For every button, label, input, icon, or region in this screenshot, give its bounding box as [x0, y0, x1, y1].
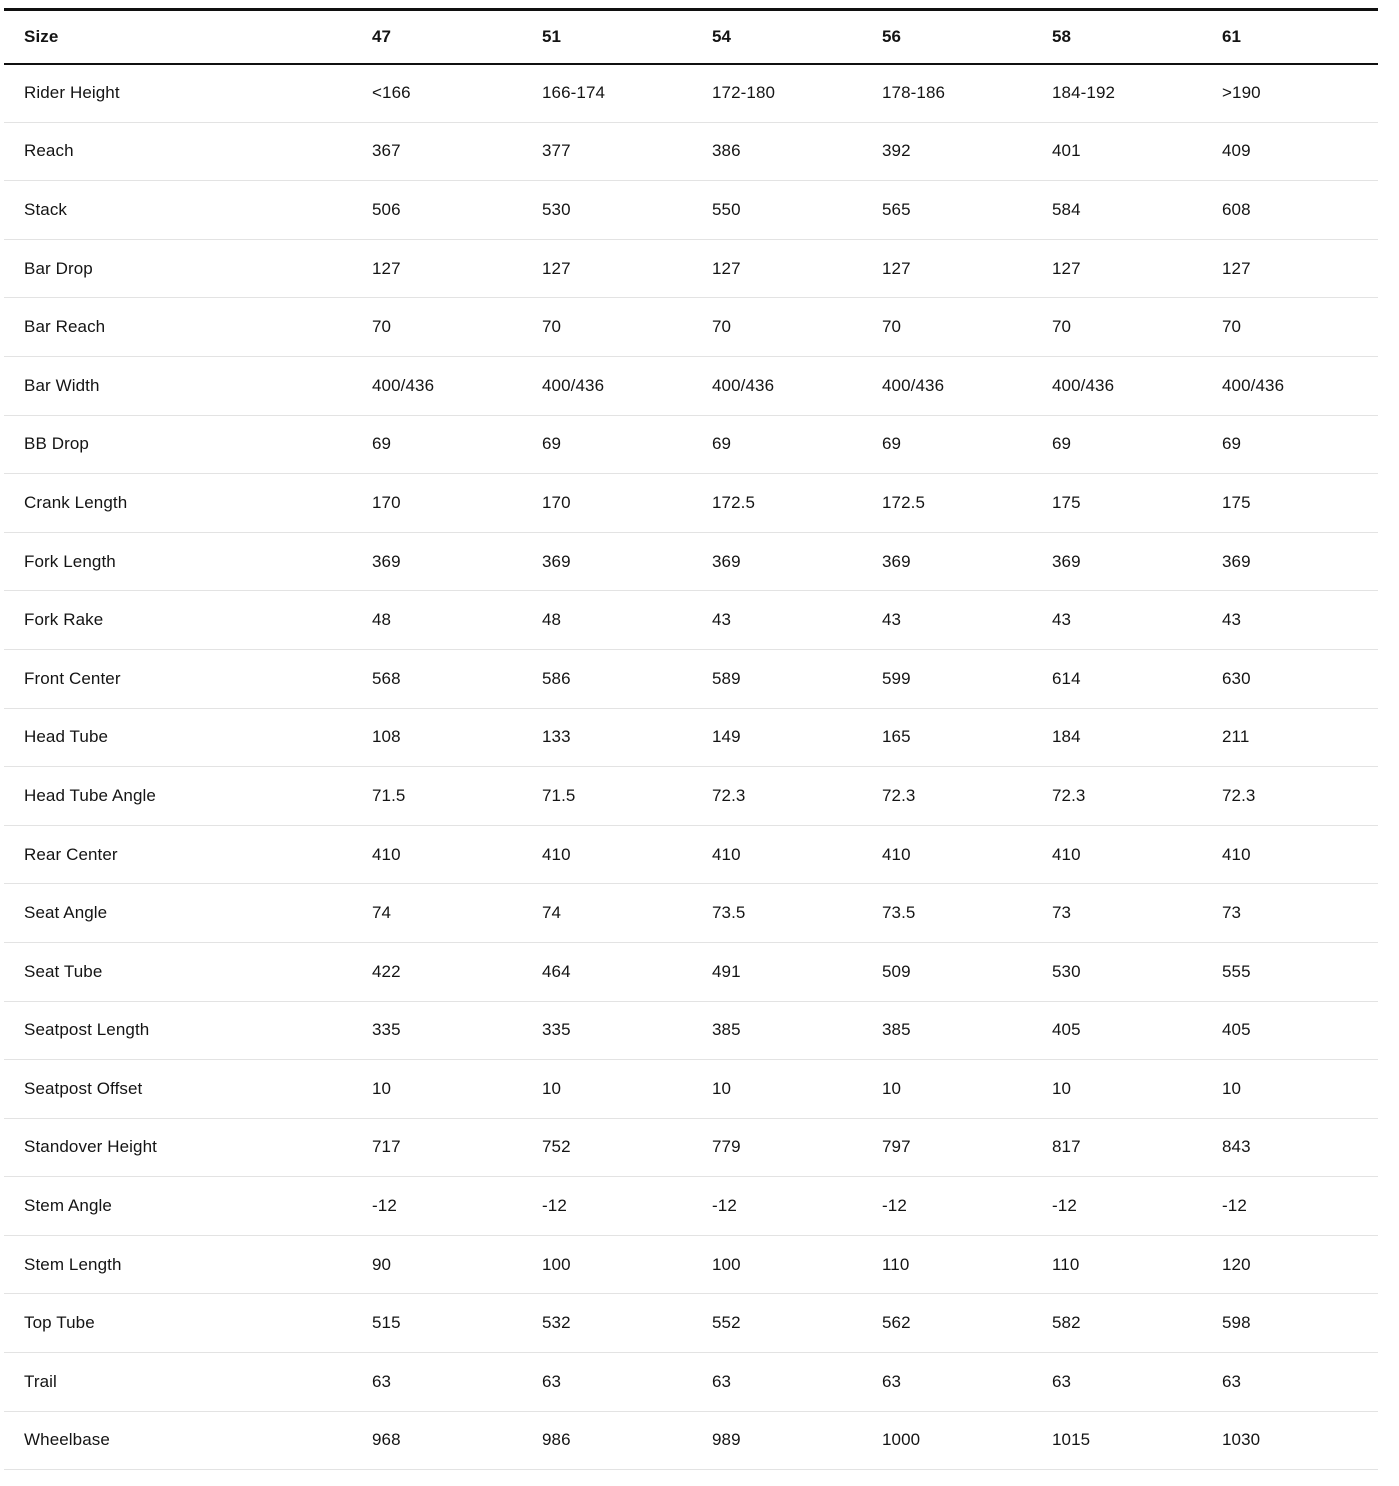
cell-value: 410: [882, 844, 911, 864]
table-row: [4, 415, 1378, 474]
cell-value: 409: [1222, 141, 1251, 161]
cell-value: 211: [1222, 727, 1250, 747]
cell-value: 127: [1222, 258, 1251, 278]
table-row: [4, 181, 1378, 240]
row-label: Standover Height: [24, 1137, 157, 1157]
cell-value: 69: [712, 434, 732, 454]
cell-value: 989: [712, 1430, 741, 1450]
cell-value: 1030: [1222, 1430, 1261, 1450]
table-row: [4, 1177, 1378, 1236]
row-label: Bar Drop: [24, 258, 93, 278]
cell-value: 166-174: [542, 83, 606, 103]
cell-value: 377: [542, 141, 571, 161]
table-row: [4, 298, 1378, 357]
table-row: [4, 122, 1378, 181]
cell-value: 172.5: [882, 492, 926, 512]
size-column-value-header: 54: [712, 26, 732, 46]
cell-value: 175: [1052, 492, 1081, 512]
cell-value: 335: [372, 1020, 401, 1040]
cell-value: 797: [882, 1137, 911, 1157]
row-label: Bar Reach: [24, 317, 106, 337]
cell-value: 400/436: [882, 375, 945, 395]
cell-value: 172-180: [712, 83, 776, 103]
cell-value: 405: [1222, 1020, 1251, 1040]
cell-value: -12: [372, 1196, 397, 1216]
cell-value: 10: [542, 1078, 562, 1098]
table-row: [4, 239, 1378, 298]
cell-value: 614: [1052, 668, 1081, 688]
cell-value: 555: [1222, 961, 1251, 981]
cell-value: 491: [712, 961, 741, 981]
cell-value: 410: [712, 844, 741, 864]
table-row: [4, 356, 1378, 415]
cell-value: -12: [712, 1196, 737, 1216]
table-row: [4, 474, 1378, 533]
cell-value: 568: [372, 668, 401, 688]
cell-value: 73: [1052, 903, 1072, 923]
size-column-value-header: 51: [542, 26, 562, 46]
cell-value: 400/436: [1222, 375, 1285, 395]
cell-value: 10: [1052, 1078, 1072, 1098]
cell-value: 178-186: [882, 83, 946, 103]
cell-value: 599: [882, 668, 911, 688]
cell-value: 400/436: [542, 375, 605, 395]
cell-value: 63: [542, 1371, 562, 1391]
cell-value: 422: [372, 961, 401, 981]
cell-value: 69: [542, 434, 562, 454]
cell-value: 74: [372, 903, 392, 923]
cell-value: 410: [542, 844, 571, 864]
table-row: [4, 1411, 1378, 1470]
cell-value: 63: [1222, 1371, 1242, 1391]
table-row: [4, 591, 1378, 650]
cell-value: 127: [372, 258, 401, 278]
cell-value: 369: [882, 551, 911, 571]
cell-value: 70: [1222, 317, 1242, 337]
cell-value: 386: [712, 141, 741, 161]
cell-value: 43: [882, 610, 902, 630]
cell-value: 369: [372, 551, 401, 571]
cell-value: 63: [712, 1371, 732, 1391]
cell-value: 100: [542, 1254, 571, 1274]
cell-value: 70: [542, 317, 562, 337]
cell-value: 10: [882, 1078, 902, 1098]
cell-value: 385: [712, 1020, 741, 1040]
row-label: Stack: [24, 199, 68, 219]
cell-value: 598: [1222, 1313, 1251, 1333]
cell-value: 72.3: [1222, 785, 1256, 805]
cell-value: 73: [1222, 903, 1242, 923]
cell-value: 400/436: [1052, 375, 1115, 395]
cell-value: 184-192: [1052, 83, 1116, 103]
cell-value: 172.5: [712, 492, 756, 512]
cell-value: 71.5: [372, 785, 406, 805]
cell-value: 717: [372, 1137, 401, 1157]
cell-value: <166: [372, 83, 411, 103]
cell-value: 752: [542, 1137, 571, 1157]
cell-value: 165: [882, 727, 911, 747]
table-row: [4, 767, 1378, 826]
table-row: [4, 1235, 1378, 1294]
cell-value: 70: [712, 317, 732, 337]
cell-value: 779: [712, 1137, 741, 1157]
cell-value: 71.5: [542, 785, 576, 805]
row-label: Wheelbase: [24, 1430, 110, 1450]
cell-value: 369: [1052, 551, 1081, 571]
cell-value: 43: [1052, 610, 1072, 630]
cell-value: >190: [1222, 83, 1261, 103]
row-label: Rider Height: [24, 83, 120, 103]
cell-value: 175: [1222, 492, 1251, 512]
cell-value: 986: [542, 1430, 571, 1450]
cell-value: 530: [542, 199, 571, 219]
cell-value: 72.3: [712, 785, 746, 805]
cell-value: 133: [542, 727, 571, 747]
row-label: Seatpost Offset: [24, 1078, 143, 1098]
row-label: Head Tube: [24, 727, 109, 747]
table-row: [4, 1353, 1378, 1412]
cell-value: 170: [542, 492, 571, 512]
cell-value: 586: [542, 668, 571, 688]
row-label: Seat Tube: [24, 961, 103, 981]
cell-value: 335: [542, 1020, 571, 1040]
cell-value: 608: [1222, 199, 1251, 219]
cell-value: 369: [1222, 551, 1251, 571]
cell-value: 73.5: [712, 903, 746, 923]
cell-value: 63: [882, 1371, 902, 1391]
cell-value: 400/436: [372, 375, 435, 395]
row-label: Crank Length: [24, 492, 128, 512]
cell-value: 127: [1052, 258, 1081, 278]
cell-value: 1015: [1052, 1430, 1091, 1450]
size-column-value-header: 58: [1052, 26, 1072, 46]
cell-value: 401: [1052, 141, 1081, 161]
cell-value: 589: [712, 668, 741, 688]
geometry-table-container: [4, 8, 1378, 1470]
cell-value: 464: [542, 961, 571, 981]
cell-value: 565: [882, 199, 911, 219]
cell-value: 108: [372, 727, 401, 747]
cell-value: 630: [1222, 668, 1251, 688]
cell-value: 70: [882, 317, 902, 337]
row-label: Top Tube: [24, 1313, 95, 1333]
row-label: BB Drop: [24, 434, 89, 454]
cell-value: 550: [712, 199, 741, 219]
row-label: Trail: [24, 1371, 57, 1391]
cell-value: 127: [882, 258, 911, 278]
cell-value: 100: [712, 1254, 741, 1274]
cell-value: 43: [712, 610, 732, 630]
cell-value: 392: [882, 141, 911, 161]
cell-value: 149: [712, 727, 741, 747]
cell-value: 127: [712, 258, 741, 278]
cell-value: 120: [1222, 1254, 1251, 1274]
row-label: Bar Width: [24, 375, 100, 395]
cell-value: 70: [1052, 317, 1072, 337]
cell-value: 48: [542, 610, 562, 630]
table-row: [4, 532, 1378, 591]
table-row: [4, 1001, 1378, 1060]
row-label: Fork Length: [24, 551, 116, 571]
cell-value: 562: [882, 1313, 911, 1333]
cell-value: 817: [1052, 1137, 1081, 1157]
cell-value: 843: [1222, 1137, 1251, 1157]
cell-value: -12: [1052, 1196, 1077, 1216]
size-column-value-header: 56: [882, 26, 902, 46]
cell-value: -12: [542, 1196, 567, 1216]
size-column-value-header: 61: [1222, 26, 1242, 46]
cell-value: 515: [372, 1313, 401, 1333]
cell-value: 1000: [882, 1430, 921, 1450]
cell-value: 72.3: [882, 785, 916, 805]
cell-value: 69: [372, 434, 392, 454]
cell-value: 385: [882, 1020, 911, 1040]
cell-value: 552: [712, 1313, 741, 1333]
cell-value: 400/436: [712, 375, 775, 395]
cell-value: 506: [372, 199, 401, 219]
cell-value: 584: [1052, 199, 1081, 219]
row-label: Seatpost Length: [24, 1020, 150, 1040]
table-row: [4, 942, 1378, 1001]
table-row: [4, 64, 1378, 123]
row-label: Rear Center: [24, 844, 118, 864]
cell-value: 410: [372, 844, 401, 864]
cell-value: 127: [542, 258, 571, 278]
size-column-value-header: 47: [372, 26, 392, 46]
cell-value: 10: [712, 1078, 732, 1098]
cell-value: 369: [542, 551, 571, 571]
geometry-table: [4, 8, 1378, 1470]
table-row: [4, 1294, 1378, 1353]
cell-value: 70: [372, 317, 392, 337]
cell-value: 72.3: [1052, 785, 1086, 805]
row-label: Front Center: [24, 668, 121, 688]
cell-value: 582: [1052, 1313, 1081, 1333]
cell-value: -12: [1222, 1196, 1247, 1216]
cell-value: 69: [1222, 434, 1242, 454]
cell-value: 410: [1052, 844, 1081, 864]
cell-value: 532: [542, 1313, 571, 1333]
cell-value: 90: [372, 1254, 392, 1274]
cell-value: 63: [1052, 1371, 1072, 1391]
row-label: Seat Angle: [24, 903, 108, 923]
cell-value: -12: [882, 1196, 907, 1216]
row-label: Stem Angle: [24, 1196, 112, 1216]
table-row: [4, 825, 1378, 884]
cell-value: 73.5: [882, 903, 916, 923]
cell-value: 410: [1222, 844, 1251, 864]
cell-value: 530: [1052, 961, 1081, 981]
table-row: [4, 1060, 1378, 1119]
table-row: [4, 884, 1378, 943]
header-row: [4, 10, 1378, 64]
cell-value: 170: [372, 492, 401, 512]
cell-value: 63: [372, 1371, 392, 1391]
cell-value: 48: [372, 610, 392, 630]
cell-value: 10: [372, 1078, 392, 1098]
cell-value: 110: [882, 1254, 910, 1274]
cell-value: 367: [372, 141, 401, 161]
cell-value: 43: [1222, 610, 1242, 630]
row-label: Stem Length: [24, 1254, 122, 1274]
cell-value: 10: [1222, 1078, 1242, 1098]
cell-value: 74: [542, 903, 562, 923]
cell-value: 110: [1052, 1254, 1080, 1274]
table-row: [4, 708, 1378, 767]
cell-value: 69: [882, 434, 902, 454]
table-row: [4, 649, 1378, 708]
cell-value: 968: [372, 1430, 401, 1450]
row-label: Reach: [24, 141, 74, 161]
cell-value: 184: [1052, 727, 1081, 747]
cell-value: 369: [712, 551, 741, 571]
size-column-header: Size: [24, 26, 59, 46]
row-label: Head Tube Angle: [24, 785, 156, 805]
table-row: [4, 1118, 1378, 1177]
cell-value: 69: [1052, 434, 1072, 454]
cell-value: 405: [1052, 1020, 1081, 1040]
cell-value: 509: [882, 961, 911, 981]
row-label: Fork Rake: [24, 610, 104, 630]
